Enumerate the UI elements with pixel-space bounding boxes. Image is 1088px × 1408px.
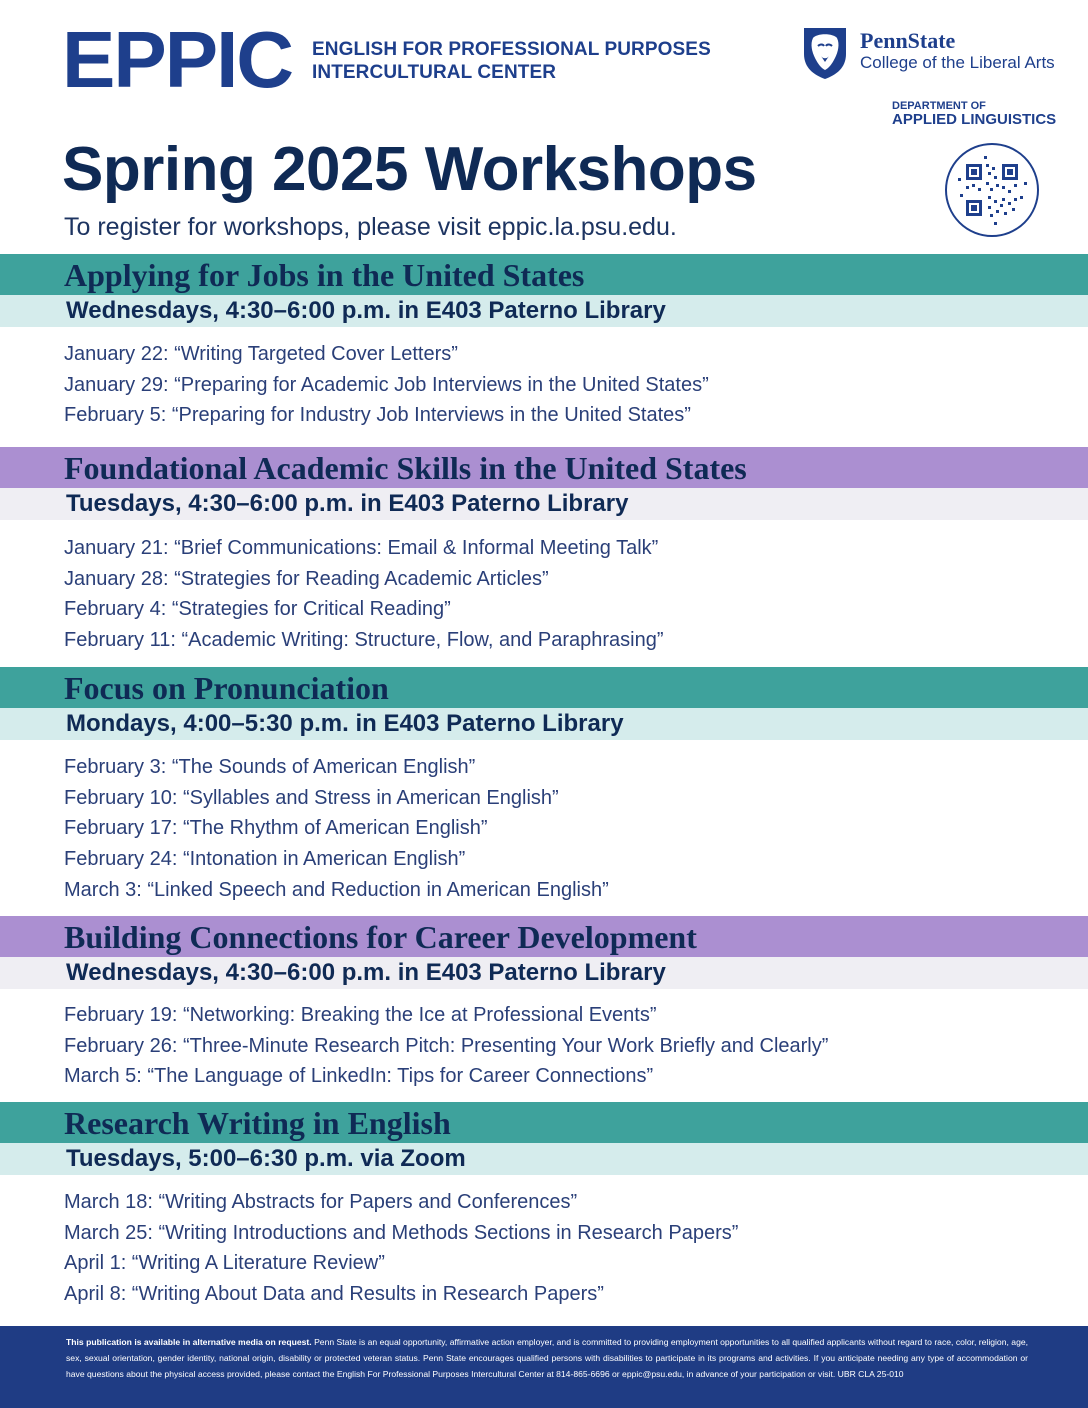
section-3-list: [64, 752, 609, 906]
footer-disclaimer: [66, 1334, 1028, 1382]
eppic-logo: EPPIC: [62, 15, 293, 104]
psu-college: College of the Liberal Arts: [860, 53, 1055, 72]
section-4-list: [64, 1000, 828, 1092]
section-1-schedule: [0, 295, 1088, 327]
section-2-schedule: [0, 488, 1088, 520]
footer: [0, 1326, 1088, 1408]
section-3-schedule: [0, 708, 1088, 740]
footer-lead: This publication is available in alternative media on request.: [66, 1337, 312, 1347]
list-item: April 8: “Writing About Data and Results in Research Papers”: [64, 1283, 604, 1306]
section-5-schedule: [0, 1143, 1088, 1175]
section-5-list: [64, 1187, 738, 1310]
dept-of: DEPARTMENT OF: [892, 100, 986, 112]
section-title: Focus on Pronunciation: [64, 670, 389, 706]
section-2-list: [64, 533, 664, 656]
qr-code-icon[interactable]: [944, 142, 1040, 238]
list-item: March 25: “Writing Introductions and Methods Sections in Research Papers”: [64, 1221, 739, 1244]
section-title: Building Connections for Career Development: [64, 919, 697, 955]
logo-sub-line2: INTERCULTURAL CENTER: [312, 62, 557, 83]
register-text: To register for workshops, please visit eppic.la.psu.edu.: [64, 213, 677, 241]
list-item: January 28: “Strategies for Reading Academic Articles”: [64, 567, 549, 590]
section-5-header: [0, 1102, 1088, 1143]
section-4-header: [0, 916, 1088, 957]
dept-name: APPLIED LINGUISTICS: [892, 111, 1057, 128]
list-item: February 24: “Intonation in American English”: [64, 848, 466, 871]
section-time: Tuesdays, 5:00–6:30 p.m. via Zoom: [66, 1145, 466, 1172]
list-item: March 18: “Writing Abstracts for Papers and Conferences”: [64, 1191, 578, 1213]
section-2-header: [0, 447, 1088, 488]
section-1-list: [64, 339, 709, 431]
section-time: Wednesdays, 4:30–6:00 p.m. in E403 Paterno Library: [66, 959, 666, 986]
list-item: February 10: “Syllables and Stress in American English”: [64, 786, 559, 809]
section-time: Tuesdays, 4:30–6:00 p.m. in E403 Paterno Library: [66, 490, 629, 517]
nittany-lion-shield-icon: [800, 24, 850, 80]
list-item: January 22: “Writing Targeted Cover Letters”: [64, 343, 458, 365]
department-label: [892, 100, 1056, 128]
section-time: Mondays, 4:00–5:30 p.m. in E403 Paterno Library: [66, 710, 624, 737]
list-item: February 4: “Strategies for Critical Reading”: [64, 598, 451, 621]
list-item: February 17: “The Rhythm of American English”: [64, 817, 488, 840]
list-item: February 3: “The Sounds of American English”: [64, 756, 476, 778]
list-item: January 21: “Brief Communications: Email & Informal Meeting Talk”: [64, 537, 659, 559]
list-item: January 29: “Preparing for Academic Job Interviews in the United States”: [64, 373, 709, 396]
section-title: Applying for Jobs in the United States: [64, 257, 585, 293]
list-item: March 3: “Linked Speech and Reduction in American English”: [64, 878, 609, 901]
section-title: Foundational Academic Skills in the United States: [64, 450, 747, 486]
list-item: February 19: “Networking: Breaking the Ice at Professional Events”: [64, 1004, 657, 1026]
page-title: Spring 2025 Workshops: [62, 135, 757, 204]
section-4-schedule: [0, 957, 1088, 989]
logo-sub-line1: ENGLISH FOR PROFESSIONAL PURPOSES: [312, 39, 711, 60]
eppic-logo-subtitle: [312, 38, 711, 84]
psu-name: PennState: [860, 28, 956, 53]
list-item: April 1: “Writing A Literature Review”: [64, 1252, 385, 1275]
section-3-header: [0, 667, 1088, 708]
list-item: March 5: “The Language of LinkedIn: Tips for Career Connections”: [64, 1065, 654, 1088]
footer-body: Penn State is an equal opportunity, affirmative action employer, and is committed to providing employment opportunities to all qualified applicants without regard to race, color, religion, age, sex, sexual orientation, gender identity, national origin, disability or protected veteran status. Penn State encourages qualified persons with disabilities to participate in its programs and activities. If you anticipate needing any type of accommodation or have questions about the physical access provided, please contact the English For Professional Purposes Intercultural Center at 814-865-6696 or eppic@psu.edu, in advance of your participation or visit. UBR CLA 25-010: [66, 1337, 1029, 1379]
pennstate-logo: [800, 24, 1055, 80]
section-1-header: [0, 254, 1088, 295]
section-title: Research Writing in English: [64, 1105, 451, 1141]
section-time: Wednesdays, 4:30–6:00 p.m. in E403 Paterno Library: [66, 297, 666, 324]
list-item: February 11: “Academic Writing: Structure, Flow, and Paraphrasing”: [64, 629, 664, 652]
list-item: February 5: “Preparing for Industry Job Interviews in the United States”: [64, 404, 691, 427]
list-item: February 26: “Three-Minute Research Pitch: Presenting Your Work Briefly and Clearly”: [64, 1034, 829, 1057]
